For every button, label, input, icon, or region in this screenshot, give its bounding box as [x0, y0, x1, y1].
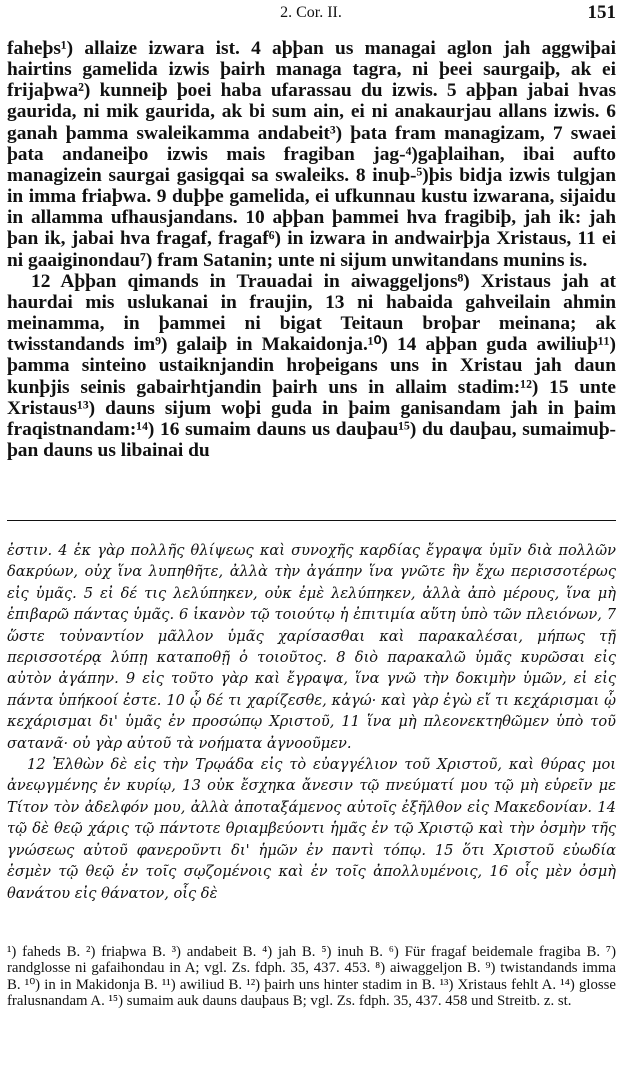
gothic-paragraph-2: 12 Aþþan qimands in Trauadai in aiwaggeljons⁸) Xristaus jah at haurdai mis uslukanai in fraujin, 13 ni habaida gahveilain ahmin meinamma, in þammei ni bigat Teitaun broþar meinana; ak twisstandands im⁹) galaiþ in Makaidonja.¹⁰) 14 aþþan guda awiliuþ¹¹) þamma sinteino ustaiknjandin hroþeigans uns in Xristau jah daun kunþjis seinis gabairhtjandin þairh uns in allaim stadim:¹²) 15 unte Xristaus¹³) dauns sijum woþi guda in þaim ganisandam jah in þaim fraqistnandam:¹⁴) 16 sumaim dauns us dauþau¹⁵) du dauþau, sumaimuþ-þan dauns us libainai du	[7, 270, 616, 461]
greek-text-block	[7, 540, 616, 904]
running-title: 2. Cor. II.	[280, 4, 342, 21]
greek-paragraph-1: ἐστιν. 4 ἐκ γὰρ πολλῆς θλίψεως καὶ συνοχῆς καρδίας ἔγραψα ὑμῖν διὰ πολλῶν δακρύων, οὐχ ἵνα λυπηθῆτε, ἀλλὰ τὴν ἀγάπην ἵνα γνῶτε ἣν ἔχω περισσοτέρως εἰς ὑμᾶς. 5 εἰ δέ τις λελύπηκεν, οὐκ ἐμὲ λελύπηκεν, ἀλλὰ ἀπὸ μέρους, ἵνα μὴ ἐπιβαρῶ πάντας ὑμᾶς. 6 ἱκανὸν τῷ τοιούτῳ ἡ ἐπιτιμία αὕτη ὑπὸ τῶν πλειόνων, 7 ὥστε τοὐναντίον μᾶλλον ὑμᾶς χαρίσασθαι καὶ παρακαλέσαι, μήπως τῇ περισσοτέρᾳ λύπῃ καταποθῇ ὁ τοιοῦτος. 8 διὸ παρακαλῶ ὑμᾶς κυρῶσαι εἰς αὐτὸν ἀγάπην. 9 εἰς τοῦτο γὰρ καὶ ἔγραψα, ἵνα γνῶ τὴν δοκιμὴν ὑμῶν, εἰ εἰς πάντα ὑπήκοοί ἐστε. 10 ᾧ δέ τι χαρίζεσθε, κἀγώ· καὶ γὰρ ἐγὼ εἴ τι κεχάρισμαι ᾧ κεχάρισμαι δι' ὑμᾶς ἐν προσώπῳ Χριστοῦ, 11 ἵνα μὴ πλεονεκτηθῶμεν ὑπὸ τοῦ σατανᾶ· οὐ γὰρ αὐτοῦ τὰ νοήματα ἀγνοοῦμεν.	[7, 542, 616, 752]
page-header	[6, 4, 616, 28]
greek-paragraph-2: 12 Ἐλθὼν δὲ εἰς τὴν Τρῳάδα εἰς τὸ εὐαγγέλιον τοῦ Χριστοῦ, καὶ θύρας μοι ἀνεῳγμένης ἐν κυρίῳ, 13 οὐκ ἔσχηκα ἄνεσιν τῷ πνεύματί μου τῷ μὴ εὑρεῖν με Τίτον τὸν ἀδελφόν μου, ἀλλὰ ἀποταξάμενος αὐτοῖς ἐξῆλθον εἰς Μακεδονίαν. 14 τῷ δὲ θεῷ χάρις τῷ πάντοτε θριαμβεύοντι ἡμᾶς ἐν τῷ Χριστῷ καὶ τὴν ὀσμὴν τῆς γνώσεως αὐτοῦ φανεροῦντι δι' ἡμῶν ἐν παντὶ τόπῳ. 15 ὅτι Χριστοῦ εὐωδία ἐσμὲν τῷ θεῷ ἐν τοῖς σῳζομένοις καὶ ἐν τοῖς ἀπολλυμένοις, 16 οἷς μὲν ὀσμὴ θανάτου εἰς θάνατον, οἷς δὲ	[7, 756, 616, 902]
footnotes-block	[7, 944, 616, 1009]
page-number: 151	[587, 2, 616, 23]
footnotes-text: ¹) faheds B. ²) friaþwa B. ³) andabeit B. ⁴) jah B. ⁵) inuh B. ⁶) Für fragaf beidemale fragiba B. ⁷) randglosse ni gafaihondau in A; vgl. Zs. fdph. 35, 437. 453. ⁸) aiwaggeljon B. ⁹) twistandands imma B. ¹⁰) in in Makidonja B. ¹¹) awiliud B. ¹²) þairh uns hinter stadim in B. ¹³) Xristaus fehlt A. ¹⁴) glosse fralusnandam A. ¹⁵) sumaim auk dauns dauþaus B; vgl. Zs. fdph. 35, 437. 458 und Streitb. z. st.	[7, 944, 616, 1009]
gothic-text-block	[7, 38, 616, 461]
section-divider	[7, 520, 616, 521]
gothic-paragraph-1: faheþs¹) allaize izwara ist. 4 aþþan us managai aglon jah aggwiþai hairtins gamelida izwis þairh managa tagra, ni þeei saurgaiþ, ak ei frijaþwa²) kunneiþ þoei haba ufarassau du izwis. 5 aþþan jabai hvas gaurida, ni mik gaurida, ak bi sum ain, ei ni anakaurjau allans izwis. 6 ganah þamma swaleikamma andabeit³) þata fram managizam, 7 swaei þata andaneiþo izwis mais fragiban jag-⁴)gaþlaihan, ibai aufto managizein saurgai gasigqai sa swaleiks. 8 inuþ-⁵)þis bidja izwis tulgjan in imma friaþwa. 9 duþþe gamelida, ei ufkunnau kustu izwarana, sijaidu in allamma ufhausjandans. 10 aþþan þammei hva fragibiþ, jah ik: jah þan ik, jabai hva fragaf, fragaf⁶) in izwara in andwairþja Xristaus, 11 ei ni gaaiginondau⁷) fram Satanin; unte ni sijum unwitandans munins is.	[7, 38, 616, 271]
